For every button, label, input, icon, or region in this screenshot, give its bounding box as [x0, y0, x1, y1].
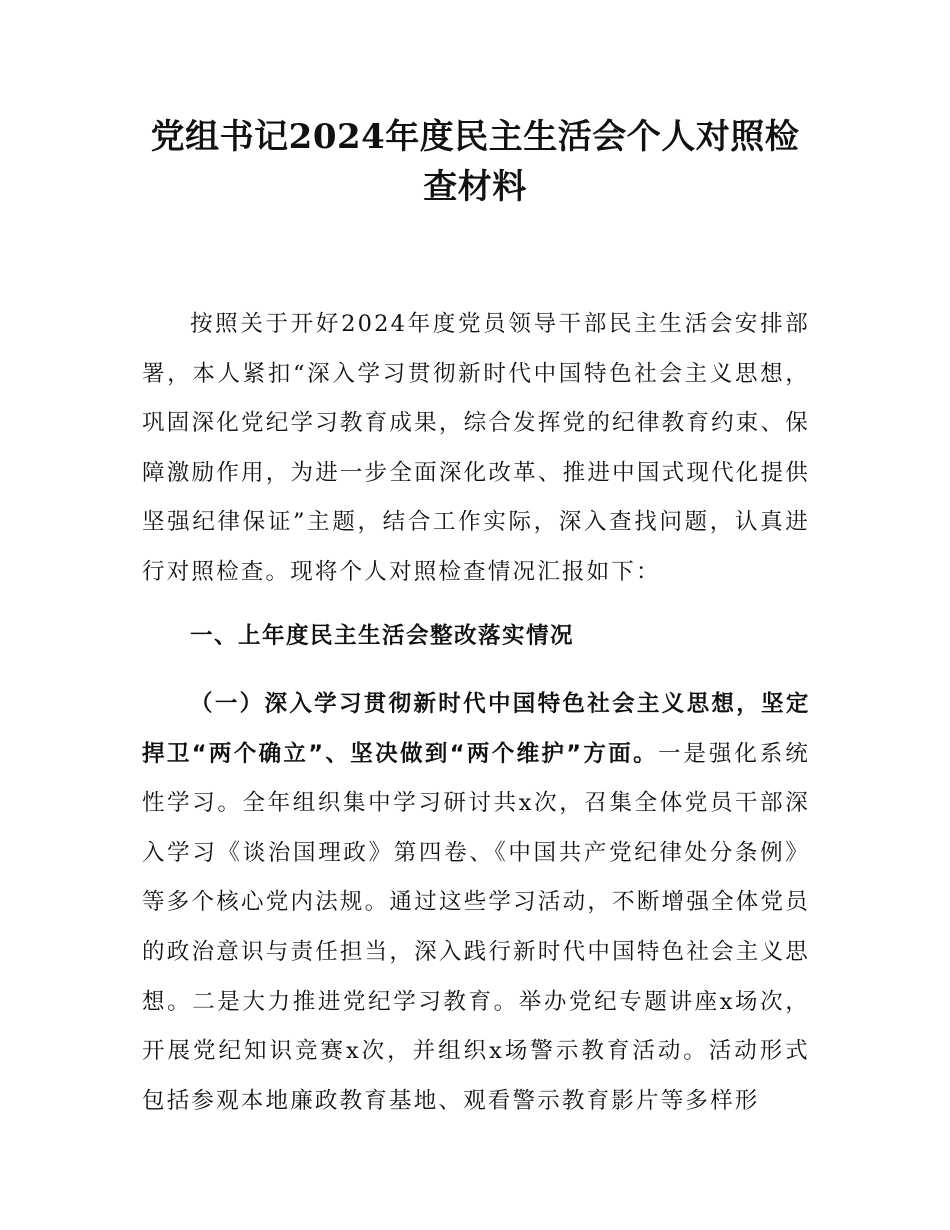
section-heading-1: 一、上年度民主生活会整改落实情况 — [190, 623, 575, 649]
document-title: 党组书记2024年度民主生活会个人对照检查材料 — [150, 117, 800, 207]
intro-paragraph: 按照关于开好2024年度党员领导干部民主生活会安排部署，本人紧扣“深入学习贯彻新时代中国特色社会主义思想，巩固深化党纪学习教育成果，综合发挥党的纪律教育约束、保障激励作用，为进一步全面深化改革、推进中国式现代化提供坚强纪律保证”主题，结合工作实际，深入查找问题，认真进行对照检查。现将个人对照检查情况汇报如下： — [142, 311, 810, 585]
subsection-body: 一是强化系统性学习。全年组织集中学习研讨共x次，召集全体党员干部深入学习《谈治国理政》第四卷、《中国共产党纪律处分条例》等多个核心党内法规。通过这些学习活动，不断增强全体党员的政治意识与责任担当，深入践行新时代中国特色社会主义思想。二是大力推进党纪学习教育。举办党纪专题讲座x场次，开展党纪知识竞赛x次，并组织x场警示教育活动。活动形式包括参观本地廉政教育基地、观看警示教育影片等多样形 — [142, 740, 811, 1114]
subsection-paragraph-1 — [142, 680, 810, 1126]
subsection-lead: （一）深入学习贯彻新时代中国特色社会主义思想，坚定捍卫“两个确立”、坚决做到“两个维护”方面。 — [142, 691, 810, 767]
